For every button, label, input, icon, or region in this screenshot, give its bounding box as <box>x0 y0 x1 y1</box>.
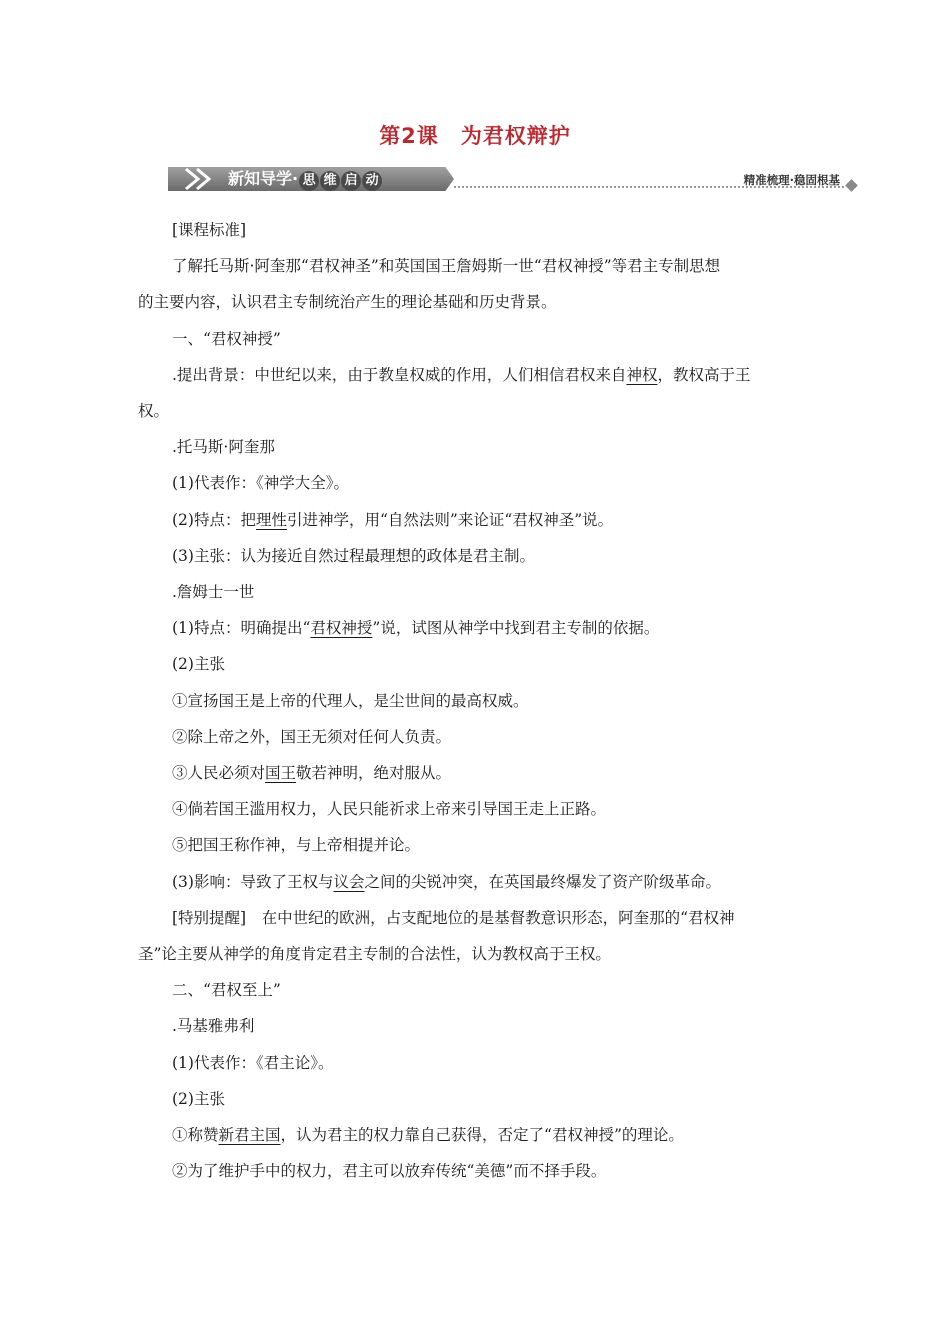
subheading: .詹姆士一世 <box>172 583 255 602</box>
list-item: ②除上帝之外，国王无须对任何人负责。 <box>172 727 452 746</box>
banner-dot: · <box>292 169 299 188</box>
list-item <box>138 610 818 646</box>
banner-label <box>228 167 382 191</box>
banner-char: 思 <box>299 171 319 191</box>
underlined-term: 理性 <box>255 510 287 529</box>
list-item: (2)主张 <box>172 655 225 674</box>
list-item: ①宣扬国王是上帝的代理人，是尘世间的最高权威。 <box>172 691 529 710</box>
text: (2)特点：把 <box>172 510 256 529</box>
diamond-icon <box>845 179 858 192</box>
banner-right-text: 精准梳理·稳固根基 <box>743 173 840 187</box>
paragraph: 的主要内容，认识君主专制统治产生的理论基础和历史背景。 <box>138 293 557 312</box>
banner-char: 动 <box>362 171 382 191</box>
subheading: .托马斯·阿奎那 <box>172 438 275 457</box>
paragraph <box>138 357 818 393</box>
text: ③人民必须对 <box>172 764 266 783</box>
double-chevron-icon <box>168 167 218 191</box>
list-item: (3)主张：认为接近自然过程最理想的政体是君主制。 <box>172 546 535 565</box>
text: ，认为君主的权力靠自己获得，否定了“君权神授”的理论。 <box>280 1126 684 1145</box>
subheading: .马基雅弗利 <box>172 1017 255 1036</box>
paragraph: 权。 <box>138 402 170 421</box>
note-paragraph: [特别提醒] 在中世纪的欧洲，占支配地位的是基督教意识形态，阿奎那的“君权神 <box>172 908 735 927</box>
list-item: ②为了维护手中的权力，君主可以放弃传统“美德”而不择手段。 <box>172 1162 607 1181</box>
text: 之间的尖锐冲突，在英国最终爆发了资产阶级革命。 <box>364 872 721 891</box>
text: (1)特点：明确提出“ <box>172 619 311 638</box>
underlined-term: 神权 <box>626 365 658 384</box>
list-item <box>138 864 818 900</box>
page-title <box>0 120 950 150</box>
section-banner <box>168 163 858 193</box>
section-heading: 二、“君权至上” <box>172 981 281 1000</box>
underlined-term: 国王 <box>265 764 297 783</box>
banner-char: 启 <box>341 171 361 191</box>
banner-char: 维 <box>320 171 340 191</box>
text: 敬若神明，绝对服从。 <box>296 764 452 783</box>
document-body <box>138 212 818 1189</box>
text: ①称赞 <box>172 1126 219 1145</box>
paragraph: 了解托马斯·阿奎那“君权神圣”和英国国王詹姆斯一世“君权神授”等君主专制思想 <box>172 257 721 276</box>
banner-label-main: 新知导学 <box>228 169 293 188</box>
lesson-number: 第2课 <box>379 124 439 148</box>
text: .提出背景：中世纪以来，由于教皇权威的作用，人们相信君权来自 <box>172 365 627 384</box>
section-heading: 一、“君权神授” <box>172 329 281 348</box>
section-label: [课程标准] <box>172 221 247 239</box>
text: (3)影响：导致了王权与 <box>172 872 334 891</box>
underlined-term: 议会 <box>333 872 365 891</box>
list-item: (2)主张 <box>172 1089 225 1108</box>
list-item: ④倘若国王滥用权力，人民只能祈求上帝来引导国王走上正路。 <box>172 800 607 819</box>
underlined-term: 君权神授 <box>310 619 373 638</box>
list-item <box>138 502 818 538</box>
text: 引进神学，用“自然法则”来论证“君权神圣”说。 <box>286 510 614 529</box>
text: ”说，试图从神学中找到君主专制的依据。 <box>372 619 660 638</box>
text: ，教权高于王 <box>657 365 751 384</box>
note-paragraph: 圣”论主要从神学的角度肯定君主专制的合法性，认为教权高于王权。 <box>138 945 611 964</box>
list-item: ⑤把国王称作神，与上帝相提并论。 <box>172 836 421 855</box>
list-item: (1)代表作：《君主论》。 <box>172 1053 334 1072</box>
underlined-term: 新君主国 <box>218 1126 281 1145</box>
list-item: (1)代表作：《神学大全》。 <box>172 474 349 493</box>
list-item <box>138 1117 818 1153</box>
list-item <box>138 755 818 791</box>
lesson-name: 为君权辩护 <box>460 124 571 148</box>
